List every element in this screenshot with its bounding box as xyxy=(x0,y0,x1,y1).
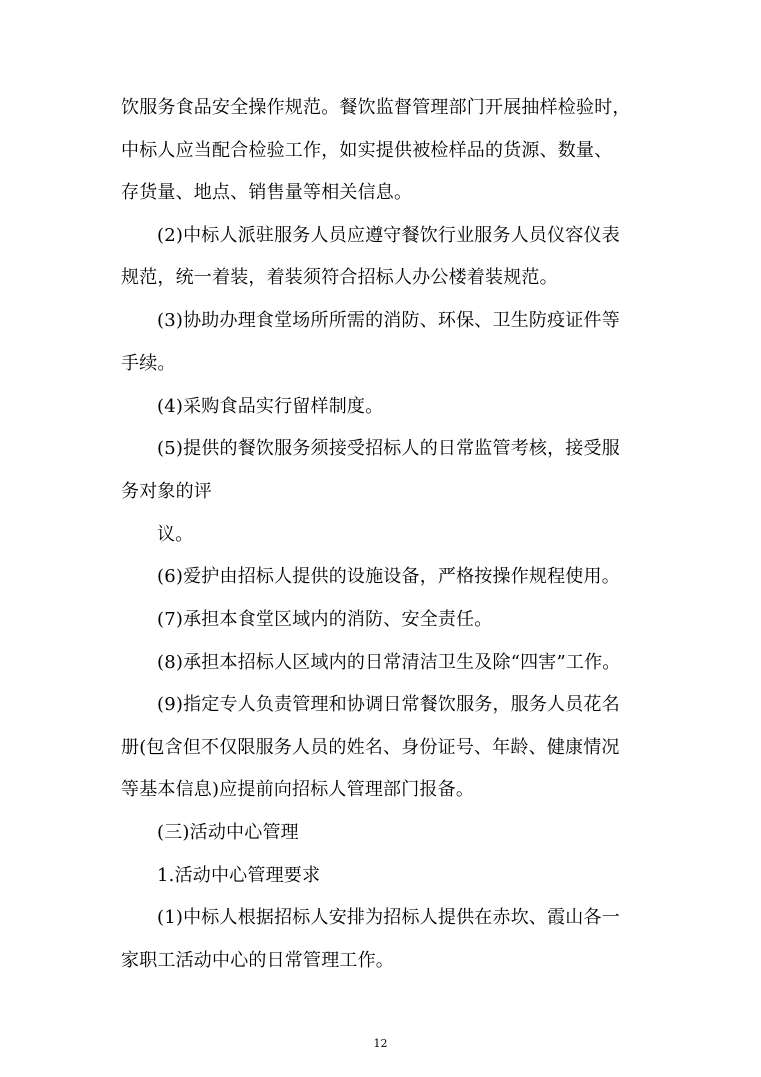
section-heading: (三)活动中心管理 xyxy=(157,822,299,843)
text-line: 册(包含但不仅限服务人员的姓名、身份证号、年龄、健康情况 xyxy=(121,737,620,758)
text-line: 规范，统一着装，着装须符合招标人办公楼着装规范。 xyxy=(121,267,558,288)
text-line: (3)协助办理食堂场所所需的消防、环保、卫生防疫证件等 xyxy=(157,310,620,331)
text-line: 存货量、地点、销售量等相关信息。 xyxy=(121,182,413,203)
text-line: 务对象的评 xyxy=(121,481,212,502)
text-line: (1)中标人根据招标人安排为招标人提供在赤坎、霞山各一 xyxy=(157,907,620,928)
text-line: (7)承担本食堂区域内的消防、安全责任。 xyxy=(157,609,493,630)
text-line: 等基本信息)应提前向招标人管理部门报备。 xyxy=(121,779,475,800)
text-line: 手续。 xyxy=(121,353,176,374)
text-line: (6)爱护由招标人提供的设施设备，严格按操作规程使用。 xyxy=(157,566,620,587)
text-line: (9)指定专人负责管理和协调日常餐饮服务，服务人员花名 xyxy=(157,694,620,715)
text-line: (2)中标人派驻服务人员应遵守餐饮行业服务人员仪容仪表 xyxy=(157,225,620,246)
text-line: 议。 xyxy=(157,524,194,545)
text-line: 饮服务食品安全操作规范。餐饮监督管理部门开展抽样检验时， xyxy=(121,97,631,118)
text-line: (4)采购食品实行留样制度。 xyxy=(157,396,384,417)
text-line: 中标人应当配合检验工作，如实提供被检样品的货源、数量、 xyxy=(121,140,613,161)
text-line: (5)提供的餐饮服务须接受招标人的日常监管考核，接受服 xyxy=(157,438,620,459)
subsection-heading: 1.活动中心管理要求 xyxy=(157,865,321,886)
page-number: 12 xyxy=(373,1037,388,1050)
text-line: (8)承担本招标人区域内的日常清洁卫生及除“四害”工作。 xyxy=(157,652,621,673)
text-line: 家职工活动中心的日常管理工作。 xyxy=(121,950,394,971)
